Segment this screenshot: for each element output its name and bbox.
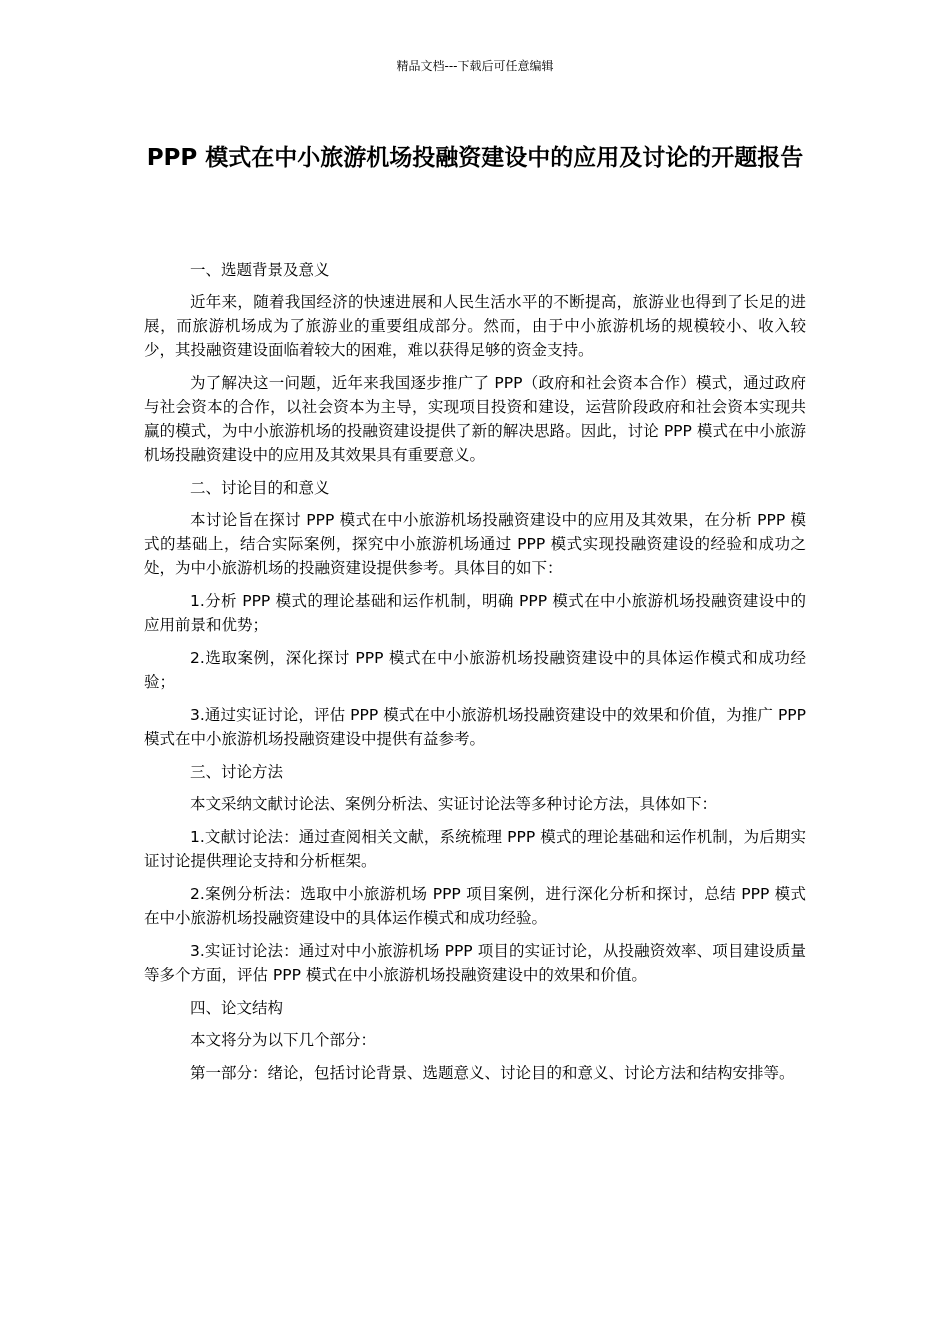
paragraph: 为了解决这一问题，近年来我国逐步推广了 PPP（政府和社会资本合作）模式，通过政府与社会资本的合作，以社会资本为主导，实现项目投资和建设，运营阶段政府和社会资本实现共赢的模式，为中小旅游机场的投融资建设提供了新的解决思路。因此，讨论 PPP 模式在中小旅游机场投融资建设中的应用及其效果具有重要意义。 [144,374,806,464]
section-heading: 三、讨论方法 [190,763,284,781]
paragraph: 第一部分：绪论，包括讨论背景、选题意义、讨论目的和意义、讨论方法和结构安排等。 [190,1064,795,1082]
paragraph: 近年来，随着我国经济的快速进展和人民生活水平的不断提高，旅游业也得到了长足的进展，而旅游机场成为了旅游业的重要组成部分。然而，由于中小旅游机场的规模较小、收入较少，其投融资建设面临着较大的困难，难以获得足够的资金支持。 [144,293,806,359]
section-heading: 四、论文结构 [190,999,284,1017]
list-item: 2.案例分析法：选取中小旅游机场 PPP 项目案例，进行深化分析和探讨，总结 PPP 模式在中小旅游机场投融资建设中的具体运作模式和成功经验。 [144,885,806,927]
section-heading: 一、选题背景及意义 [190,261,330,279]
document-title: PPP 模式在中小旅游机场投融资建设中的应用及讨论的开题报告 [146,145,804,171]
section-heading: 二、讨论目的和意义 [190,479,330,497]
list-item: 3.实证讨论法：通过对中小旅游机场 PPP 项目的实证讨论，从投融资效率、项目建设质量等多个方面，评估 PPP 模式在中小旅游机场投融资建设中的效果和价值。 [144,942,806,984]
paragraph: 本讨论旨在探讨 PPP 模式在中小旅游机场投融资建设中的应用及其效果，在分析 PPP 模式的基础上，结合实际案例，探究中小旅游机场通过 PPP 模式实现投融资建设的经验和成功之处，为中小旅游机场的投融资建设提供参考。具体目的如下： [144,511,806,577]
list-item: 2.选取案例，深化探讨 PPP 模式在中小旅游机场投融资建设中的具体运作模式和成功经验； [144,649,806,691]
paragraph: 本文采纳文献讨论法、案例分析法、实证讨论法等多种讨论方法，具体如下： [190,795,718,813]
document-body [144,258,806,1094]
paragraph: 本文将分为以下几个部分： [190,1031,377,1049]
page-header: 精品文档---下载后可任意编辑 [396,59,554,73]
list-item: 1.分析 PPP 模式的理论基础和运作机制，明确 PPP 模式在中小旅游机场投融资建设中的应用前景和优势； [144,592,806,634]
list-item: 3.通过实证讨论，评估 PPP 模式在中小旅游机场投融资建设中的效果和价值，为推广 PPP 模式在中小旅游机场投融资建设中提供有益参考。 [144,706,806,748]
list-item: 1.文献讨论法：通过查阅相关文献，系统梳理 PPP 模式的理论基础和运作机制，为后期实证讨论提供理论支持和分析框架。 [144,828,806,870]
